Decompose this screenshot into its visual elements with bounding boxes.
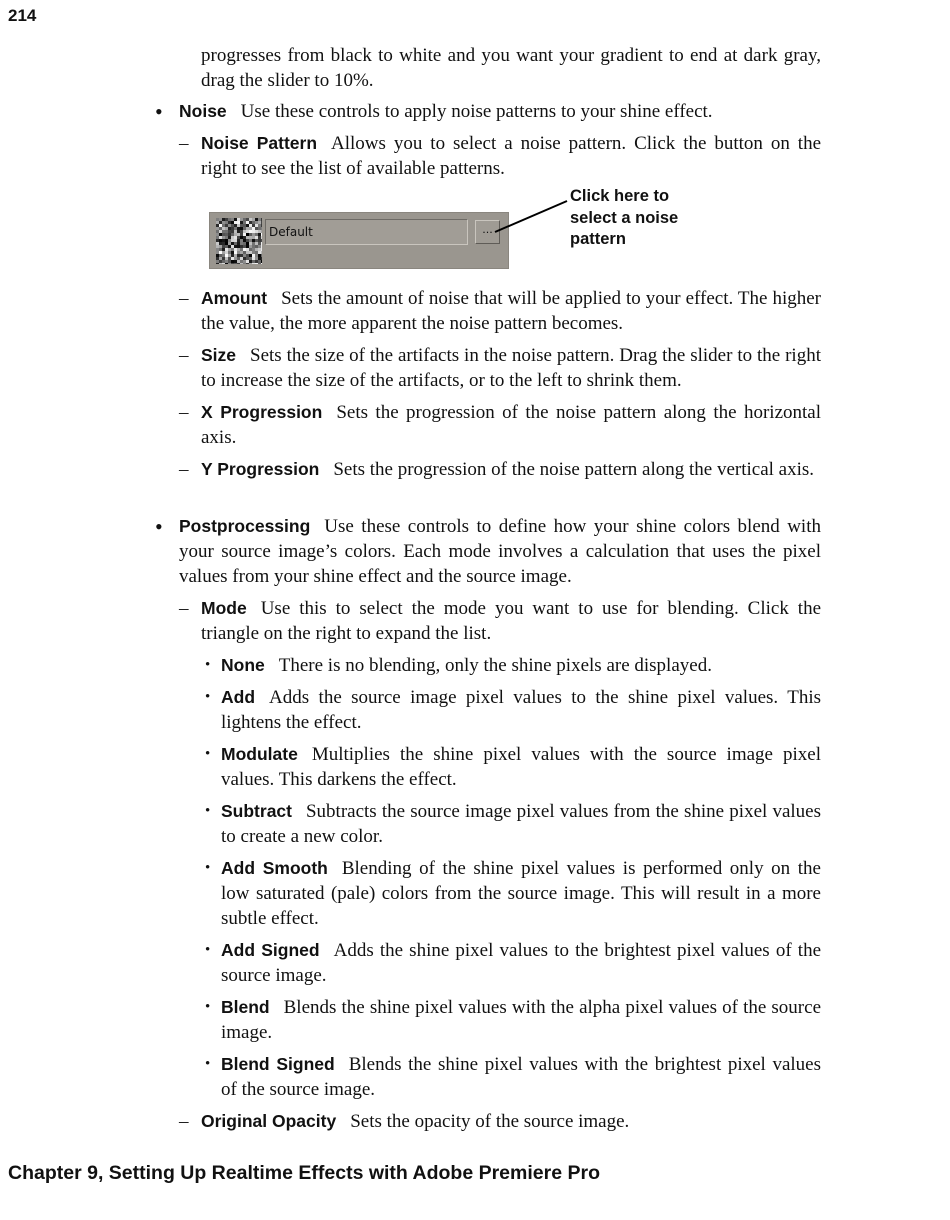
dash-marker: – bbox=[179, 598, 189, 619]
mode-item-term: Blend Signed bbox=[221, 1054, 335, 1074]
noise-pattern-field[interactable]: Default bbox=[265, 219, 468, 245]
postprocessing-term: Postprocessing bbox=[179, 516, 311, 536]
amount-term: Amount bbox=[201, 288, 268, 308]
mode-item-term: Add Signed bbox=[221, 940, 320, 960]
original-opacity-text: Sets the opacity of the source image. bbox=[350, 1111, 630, 1132]
dot-marker: • bbox=[205, 746, 211, 762]
intro-text: progresses from black to white and you want your gradient to end at dark gray, drag the slider to 10%. bbox=[201, 45, 821, 91]
postprocessing-item bbox=[179, 514, 821, 589]
chapter-footer: Chapter 9, Setting Up Realtime Effects with Adobe Premiere Pro bbox=[8, 1162, 600, 1184]
mode-item-term: Blend bbox=[221, 997, 270, 1017]
callout-text: Click here to select a noise pattern bbox=[570, 187, 679, 248]
y-progression-text: Sets the progression of the noise pattern along the vertical axis. bbox=[333, 459, 815, 480]
mode-item-text: Adds the shine pixel values to the brightest pixel values of the source image. bbox=[221, 940, 821, 986]
dash-marker: – bbox=[179, 133, 189, 154]
mode-item-term: Subtract bbox=[221, 801, 292, 821]
mode-list-item bbox=[221, 685, 821, 735]
dash-marker: – bbox=[179, 288, 189, 309]
postprocessing-text: Use these controls to define how your shine colors blend with your source image’s colors. Each mode involves a calculation that uses the pixel values from your shine effect and the source image. bbox=[179, 516, 821, 587]
size-item bbox=[201, 343, 821, 393]
mode-list-item bbox=[221, 1052, 821, 1102]
dash-marker: – bbox=[179, 1111, 189, 1132]
page-number: 214 bbox=[8, 6, 37, 25]
mode-item-term: None bbox=[221, 655, 265, 675]
mode-item-text: Blends the shine pixel values with the alpha pixel values of the source image. bbox=[221, 997, 821, 1043]
mode-item bbox=[201, 596, 821, 646]
dash-marker: – bbox=[179, 345, 189, 366]
x-progression-term: X Progression bbox=[201, 402, 323, 422]
mode-term: Mode bbox=[201, 598, 247, 618]
y-progression-item bbox=[201, 457, 821, 482]
noise-term: Noise bbox=[179, 101, 227, 121]
dash-marker: – bbox=[179, 459, 189, 480]
dot-marker: • bbox=[205, 803, 211, 819]
bullet-marker: • bbox=[155, 99, 163, 124]
noise-pattern-term: Noise Pattern bbox=[201, 133, 318, 153]
mode-item-term: Modulate bbox=[221, 744, 298, 764]
dot-marker: • bbox=[205, 860, 211, 876]
mode-list-item bbox=[221, 742, 821, 792]
dot-marker: • bbox=[205, 657, 211, 673]
mode-list-item bbox=[221, 653, 821, 678]
size-text: Sets the size of the artifacts in the noise pattern. Drag the slider to the right to increase the size of the artifacts, or to the left to shrink them. bbox=[201, 345, 821, 391]
original-opacity-item bbox=[201, 1109, 821, 1134]
mode-item-text: There is no blending, only the shine pixels are displayed. bbox=[278, 655, 712, 676]
mode-item-term: Add bbox=[221, 687, 256, 707]
mode-list-item bbox=[221, 799, 821, 849]
callout-line bbox=[0, 0, 950, 300]
x-progression-item bbox=[201, 400, 821, 450]
y-progression-term: Y Progression bbox=[201, 459, 320, 479]
mode-list-item bbox=[221, 856, 821, 931]
mode-item-text: Adds the source image pixel values to the shine pixel values. This lightens the effect. bbox=[221, 687, 821, 733]
mode-item-text: Blending of the shine pixel values is performed only on the low saturated (pale) colors from the source image. This will result in a more subtle effect. bbox=[221, 858, 821, 929]
noise-pattern-text: Allows you to select a noise pattern. Click the button on the right to see the list of available patterns. bbox=[201, 133, 822, 179]
mode-item-text: Blends the shine pixel values with the brightest pixel values of the source image. bbox=[221, 1054, 822, 1100]
bullet-marker: • bbox=[155, 514, 163, 539]
mode-list-item bbox=[221, 938, 821, 988]
amount-item bbox=[201, 286, 821, 336]
mode-item-text: Subtracts the source image pixel values from the shine pixel values to create a new color. bbox=[221, 801, 821, 847]
original-opacity-term: Original Opacity bbox=[201, 1111, 337, 1131]
dot-marker: • bbox=[205, 942, 211, 958]
noise-pattern-browse-button[interactable]: ... bbox=[475, 220, 500, 244]
amount-text: Sets the amount of noise that will be applied to your effect. The higher the value, the more apparent the noise pattern becomes. bbox=[201, 288, 821, 334]
size-term: Size bbox=[201, 345, 237, 365]
mode-text: Use this to select the mode you want to use for blending. Click the triangle on the right to expand the list. bbox=[201, 598, 821, 644]
mode-item-term: Add Smooth bbox=[221, 858, 328, 878]
dot-marker: • bbox=[205, 1056, 211, 1072]
dot-marker: • bbox=[205, 999, 211, 1015]
dot-marker: • bbox=[205, 689, 211, 705]
dash-marker: – bbox=[179, 402, 189, 423]
noise-text: Use these controls to apply noise patterns to your shine effect. bbox=[240, 101, 713, 122]
mode-list-item bbox=[221, 995, 821, 1045]
mode-item-text: Multiplies the shine pixel values with the source image pixel values. This darkens the effect. bbox=[221, 744, 821, 790]
x-progression-text: Sets the progression of the noise pattern along the horizontal axis. bbox=[201, 402, 821, 448]
